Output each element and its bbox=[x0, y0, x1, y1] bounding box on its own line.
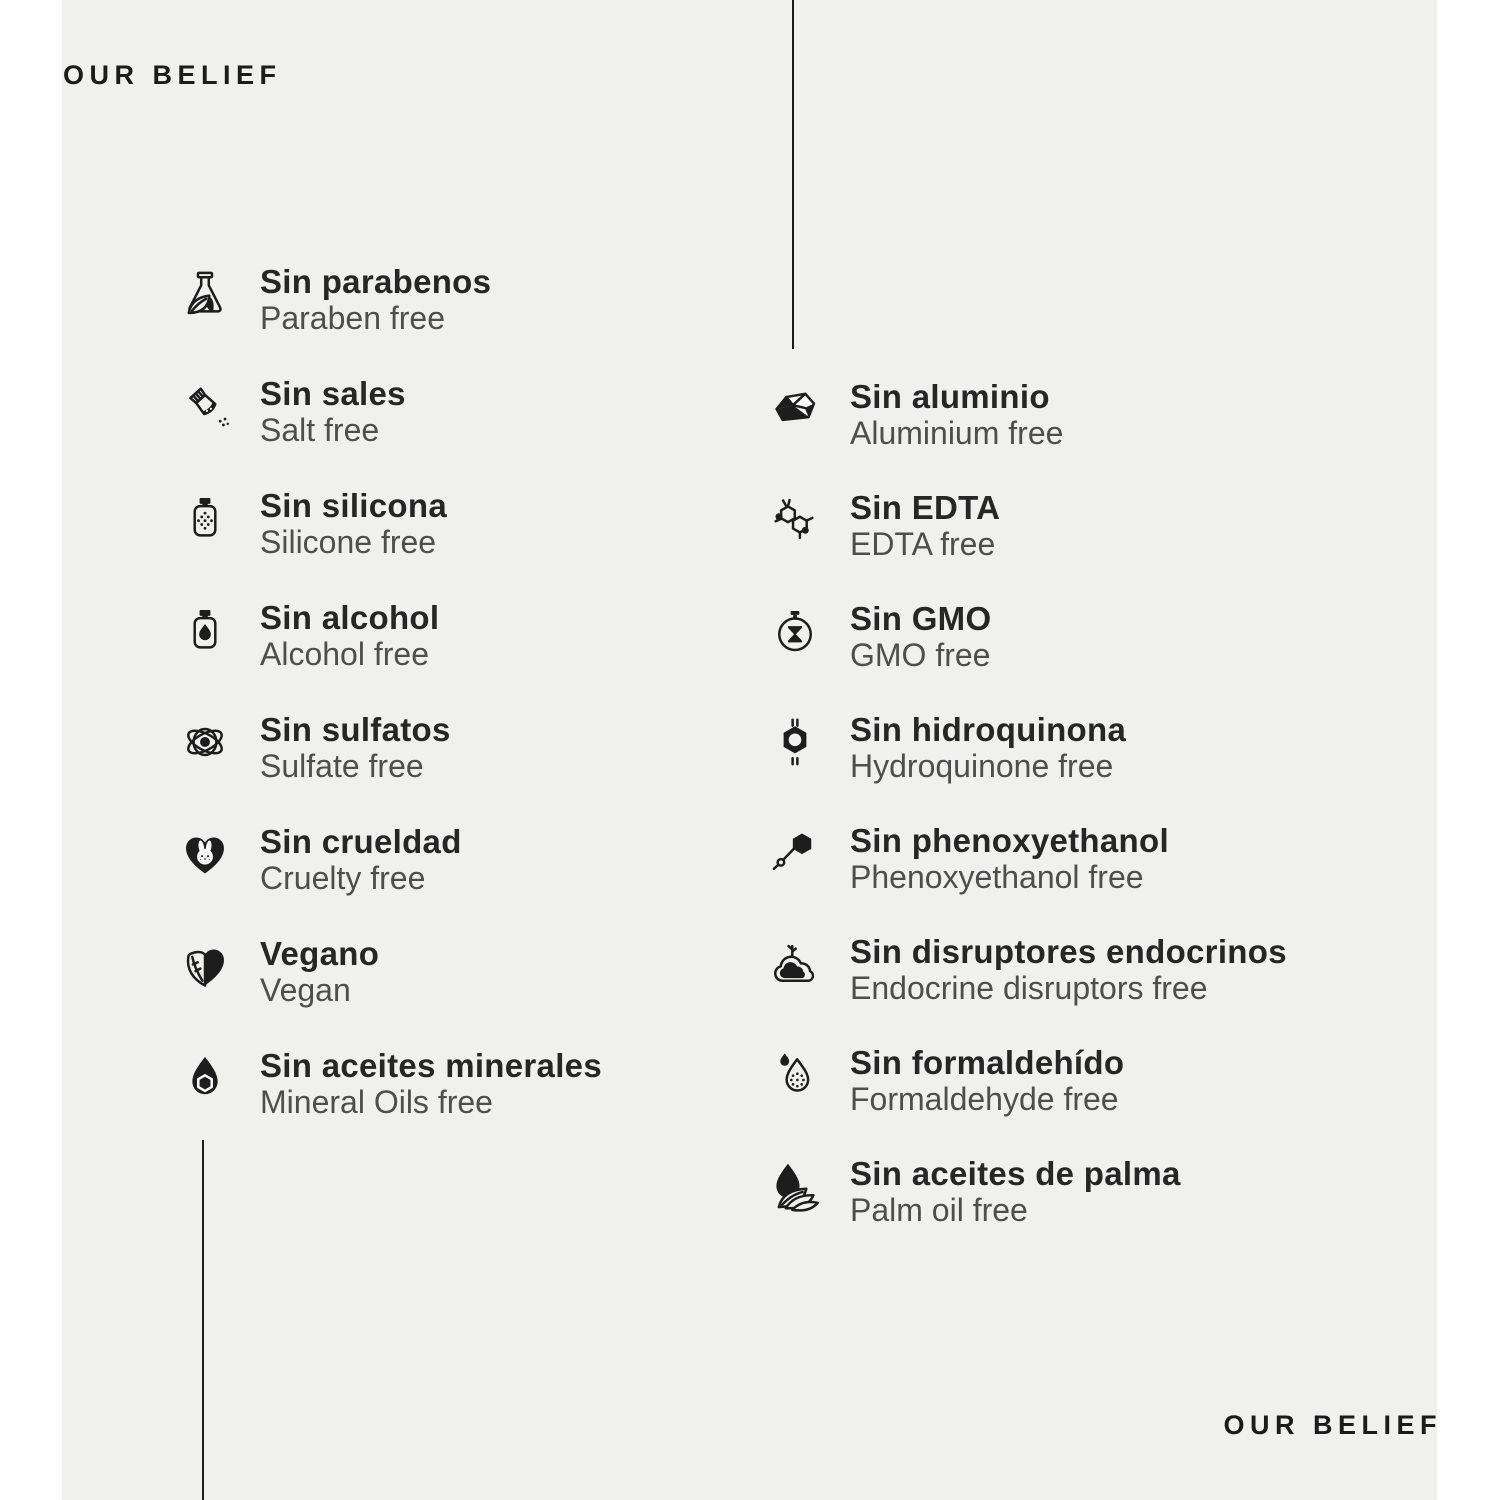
atom-icon bbox=[179, 716, 231, 768]
claim-subtitle: Aluminium free bbox=[850, 415, 1064, 451]
claim-row bbox=[179, 599, 439, 673]
drop-dots-icon bbox=[769, 1049, 821, 1101]
heart-bunny-icon bbox=[179, 828, 231, 880]
claim-subtitle: Hydroquinone free bbox=[850, 748, 1114, 784]
claim-title: Sin sales bbox=[260, 375, 406, 412]
claim-subtitle: Phenoxyethanol free bbox=[850, 859, 1144, 895]
claim-title: Sin disruptores endocrinos bbox=[850, 933, 1287, 970]
drop-hexagon-icon bbox=[179, 1052, 231, 1104]
claim-title: Sin formaldehído bbox=[850, 1044, 1125, 1081]
claim-row bbox=[179, 263, 491, 337]
claim-title: Sin aceites minerales bbox=[260, 1047, 602, 1084]
page-title: OUR BELIEF bbox=[63, 60, 282, 90]
claim-row bbox=[179, 1047, 602, 1121]
claim-subtitle: Formaldehyde free bbox=[850, 1081, 1119, 1117]
claim-subtitle: EDTA free bbox=[850, 526, 996, 562]
timer-icon bbox=[769, 605, 821, 657]
bottle-dots-icon bbox=[179, 492, 231, 544]
hexagon-bond-icon bbox=[769, 827, 821, 879]
claim-title: Sin parabenos bbox=[260, 263, 492, 300]
claim-row bbox=[179, 487, 447, 561]
heart-leaf-icon bbox=[179, 940, 231, 992]
claim-row bbox=[769, 822, 1169, 896]
claim-subtitle: Vegan bbox=[260, 972, 351, 1008]
claim-title: Sin EDTA bbox=[850, 489, 1001, 526]
claim-title: Sin crueldad bbox=[260, 823, 462, 860]
benzene-ring-icon bbox=[769, 716, 821, 768]
claim-row bbox=[179, 935, 379, 1009]
claim-title: Sin alcohol bbox=[260, 599, 440, 636]
claim-subtitle: Silicone free bbox=[260, 524, 437, 560]
claim-title: Sin phenoxyethanol bbox=[850, 822, 1169, 859]
claim-subtitle: Paraben free bbox=[260, 300, 446, 336]
claim-row bbox=[179, 823, 462, 897]
claim-title: Sin silicona bbox=[260, 487, 447, 524]
claim-subtitle: Salt free bbox=[260, 412, 380, 448]
divider-line-bottom bbox=[202, 1140, 204, 1500]
claim-title: Sin aluminio bbox=[850, 378, 1050, 415]
claim-row bbox=[769, 933, 1287, 1007]
claim-row bbox=[769, 378, 1063, 452]
claim-subtitle: Endocrine disruptors free bbox=[850, 970, 1208, 1006]
claim-title: Sin sulfatos bbox=[260, 711, 451, 748]
claim-row bbox=[769, 1155, 1181, 1229]
claim-row bbox=[179, 711, 451, 785]
claim-title: Sin hidroquinona bbox=[850, 711, 1127, 748]
salt-shaker-icon bbox=[179, 380, 231, 432]
claim-row bbox=[179, 375, 406, 449]
palm-drop-icon bbox=[769, 1160, 821, 1212]
claim-subtitle: Mineral Oils free bbox=[260, 1084, 493, 1120]
claim-row bbox=[769, 1044, 1124, 1118]
molecule-icon bbox=[769, 494, 821, 546]
claim-row bbox=[769, 711, 1126, 785]
bottle-drop-icon bbox=[179, 604, 231, 656]
footer-title: OUR BELIEF bbox=[1223, 1410, 1442, 1440]
claim-row bbox=[769, 489, 1000, 563]
claim-subtitle: Alcohol free bbox=[260, 636, 429, 672]
claim-subtitle: Sulfate free bbox=[260, 748, 424, 784]
claim-row bbox=[769, 600, 991, 674]
gem-icon bbox=[769, 383, 821, 435]
claim-subtitle: GMO free bbox=[850, 637, 991, 673]
cloud-sprout-icon bbox=[769, 938, 821, 990]
divider-line-top bbox=[792, 0, 794, 349]
claim-subtitle: Cruelty free bbox=[260, 860, 426, 896]
claim-subtitle: Palm oil free bbox=[850, 1192, 1028, 1228]
claim-title: Sin aceites de palma bbox=[850, 1155, 1181, 1192]
claim-title: Vegano bbox=[260, 935, 380, 972]
claim-title: Sin GMO bbox=[850, 600, 992, 637]
flask-leaf-icon bbox=[179, 268, 231, 320]
